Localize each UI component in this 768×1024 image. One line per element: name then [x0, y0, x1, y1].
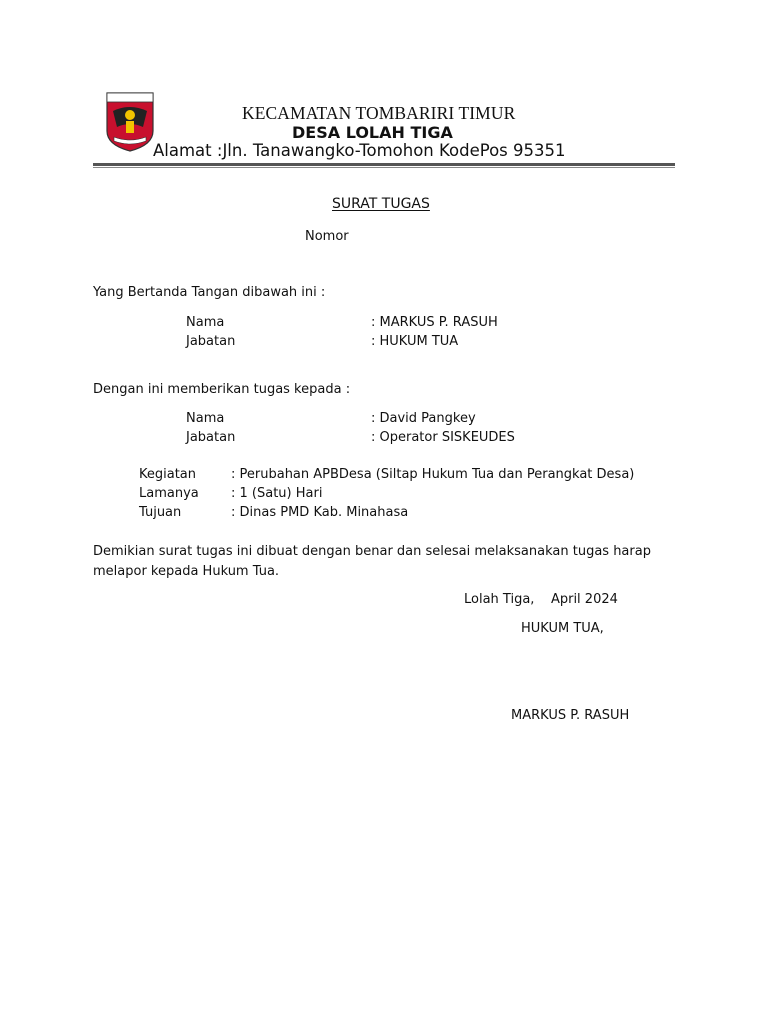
address-line: Alamat :Jln. Tanawangko-Tomohon KodePos 95351: [153, 141, 566, 160]
intro-text: Yang Bertanda Tangan dibawah ini :: [93, 285, 326, 300]
document-title: SURAT TUGAS: [332, 196, 430, 212]
desa-heading: DESA LOLAH TIGA: [292, 123, 453, 142]
assignee-jabatan-value: : Operator SISKEUDES: [371, 430, 515, 445]
kegiatan-value: : Perubahan APBDesa (Siltap Hukum Tua dan Perangkat Desa): [231, 467, 635, 482]
assignee-jabatan-label: Jabatan: [186, 430, 236, 445]
nomor-label: Nomor: [305, 229, 349, 244]
header-divider-thin: [93, 167, 675, 168]
assignee-nama-value: : David Pangkey: [371, 411, 476, 426]
tujuan-label: Tujuan: [139, 505, 182, 520]
signer-jabatan-label: Jabatan: [186, 334, 236, 349]
signer-position: HUKUM TUA,: [521, 621, 604, 636]
lamanya-value: : 1 (Satu) Hari: [231, 486, 323, 501]
minahasa-emblem-logo: [105, 91, 155, 153]
assign-intro-text: Dengan ini memberikan tugas kepada :: [93, 382, 351, 397]
place-date: Lolah Tiga, April 2024: [464, 592, 618, 607]
assignee-nama-label: Nama: [186, 411, 225, 426]
signer-nama-value: : MARKUS P. RASUH: [371, 315, 498, 330]
closing-text-line1: Demikian surat tugas ini dibuat dengan benar dan selesai melaksanakan tugas harap: [93, 544, 651, 559]
signer-name: MARKUS P. RASUH: [511, 708, 630, 723]
tujuan-value: : Dinas PMD Kab. Minahasa: [231, 505, 409, 520]
header-divider-thick: [93, 163, 675, 166]
lamanya-label: Lamanya: [139, 486, 199, 501]
kecamatan-heading: KECAMATAN TOMBARIRI TIMUR: [242, 103, 516, 123]
kegiatan-label: Kegiatan: [139, 467, 197, 482]
signer-nama-label: Nama: [186, 315, 225, 330]
closing-text-line2: melapor kepada Hukum Tua.: [93, 564, 280, 579]
signer-jabatan-value: : HUKUM TUA: [371, 334, 459, 349]
